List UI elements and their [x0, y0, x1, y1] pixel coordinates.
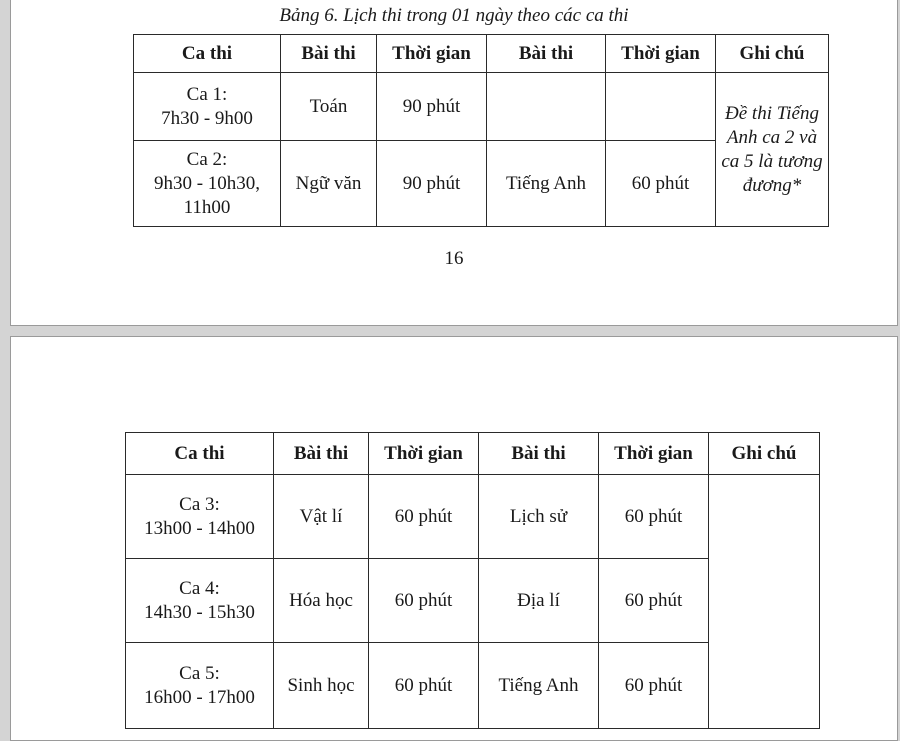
document-page-16: [10, 0, 898, 326]
duration-cell: 60 phút: [369, 643, 479, 729]
header-duration: Thời gian: [377, 35, 487, 73]
note-cell-empty: [709, 475, 820, 729]
session-cell: [134, 73, 281, 141]
header-subject: Bài thi: [479, 433, 599, 475]
session-label: Ca 2:: [186, 148, 228, 170]
duration-cell: 60 phút: [369, 559, 479, 643]
session-label: Ca 1:: [186, 83, 228, 105]
page-number: 16: [444, 248, 464, 269]
session-time: 9h30 - 10h30, 11h00: [153, 172, 261, 218]
table-header-row: [126, 433, 820, 475]
exam-schedule-table-part1: [133, 34, 829, 227]
table-caption: Bảng 6. Lịch thi trong 01 ngày theo các ca thi: [279, 5, 629, 26]
header-duration: Thời gian: [606, 35, 716, 73]
session-time: 16h00 - 17h00: [144, 686, 255, 708]
duration-cell: 60 phút: [369, 475, 479, 559]
header-subject: Bài thi: [274, 433, 369, 475]
session-label: Ca 3:: [179, 493, 220, 515]
session-cell: [126, 643, 274, 729]
duration-cell: 60 phút: [599, 475, 709, 559]
table-row: [134, 73, 829, 141]
session-time: 14h30 - 15h30: [144, 601, 255, 623]
duration-cell: 60 phút: [606, 141, 716, 227]
duration-cell: 90 phút: [377, 141, 487, 227]
header-note: Ghi chú: [709, 433, 820, 475]
header-subject: Bài thi: [487, 35, 606, 73]
session-label: Ca 4:: [179, 577, 220, 599]
table-row: [126, 475, 820, 559]
header-duration: Thời gian: [369, 433, 479, 475]
subject-cell: Toán: [281, 73, 377, 141]
session-time: 7h30 - 9h00: [161, 107, 253, 129]
subject-cell: Lịch sử: [479, 475, 599, 559]
duration-cell: 90 phút: [377, 73, 487, 141]
note-cell: Đề thi Tiếng Anh ca 2 và ca 5 là tương đương*: [716, 73, 829, 227]
session-cell: [134, 141, 281, 227]
subject-cell: Hóa học: [274, 559, 369, 643]
duration-cell: 60 phút: [599, 559, 709, 643]
table-header-row: [134, 35, 829, 73]
subject-cell: Sinh học: [274, 643, 369, 729]
session-time: 13h00 - 14h00: [144, 517, 255, 539]
subject-cell: Vật lí: [274, 475, 369, 559]
session-cell: [126, 475, 274, 559]
subject-cell: Tiếng Anh: [487, 141, 606, 227]
subject-cell: Tiếng Anh: [479, 643, 599, 729]
subject-cell: Địa lí: [479, 559, 599, 643]
exam-schedule-table-part2: [125, 432, 820, 729]
header-note: Ghi chú: [716, 35, 829, 73]
duration-cell: 60 phút: [599, 643, 709, 729]
document-page-17: [10, 336, 898, 741]
header-session: Ca thi: [126, 433, 274, 475]
subject-cell: Ngữ văn: [281, 141, 377, 227]
header-session: Ca thi: [134, 35, 281, 73]
session-label: Ca 5:: [179, 662, 220, 684]
session-cell: [126, 559, 274, 643]
header-subject: Bài thi: [281, 35, 377, 73]
duration-cell: [606, 73, 716, 141]
header-duration: Thời gian: [599, 433, 709, 475]
subject-cell: [487, 73, 606, 141]
